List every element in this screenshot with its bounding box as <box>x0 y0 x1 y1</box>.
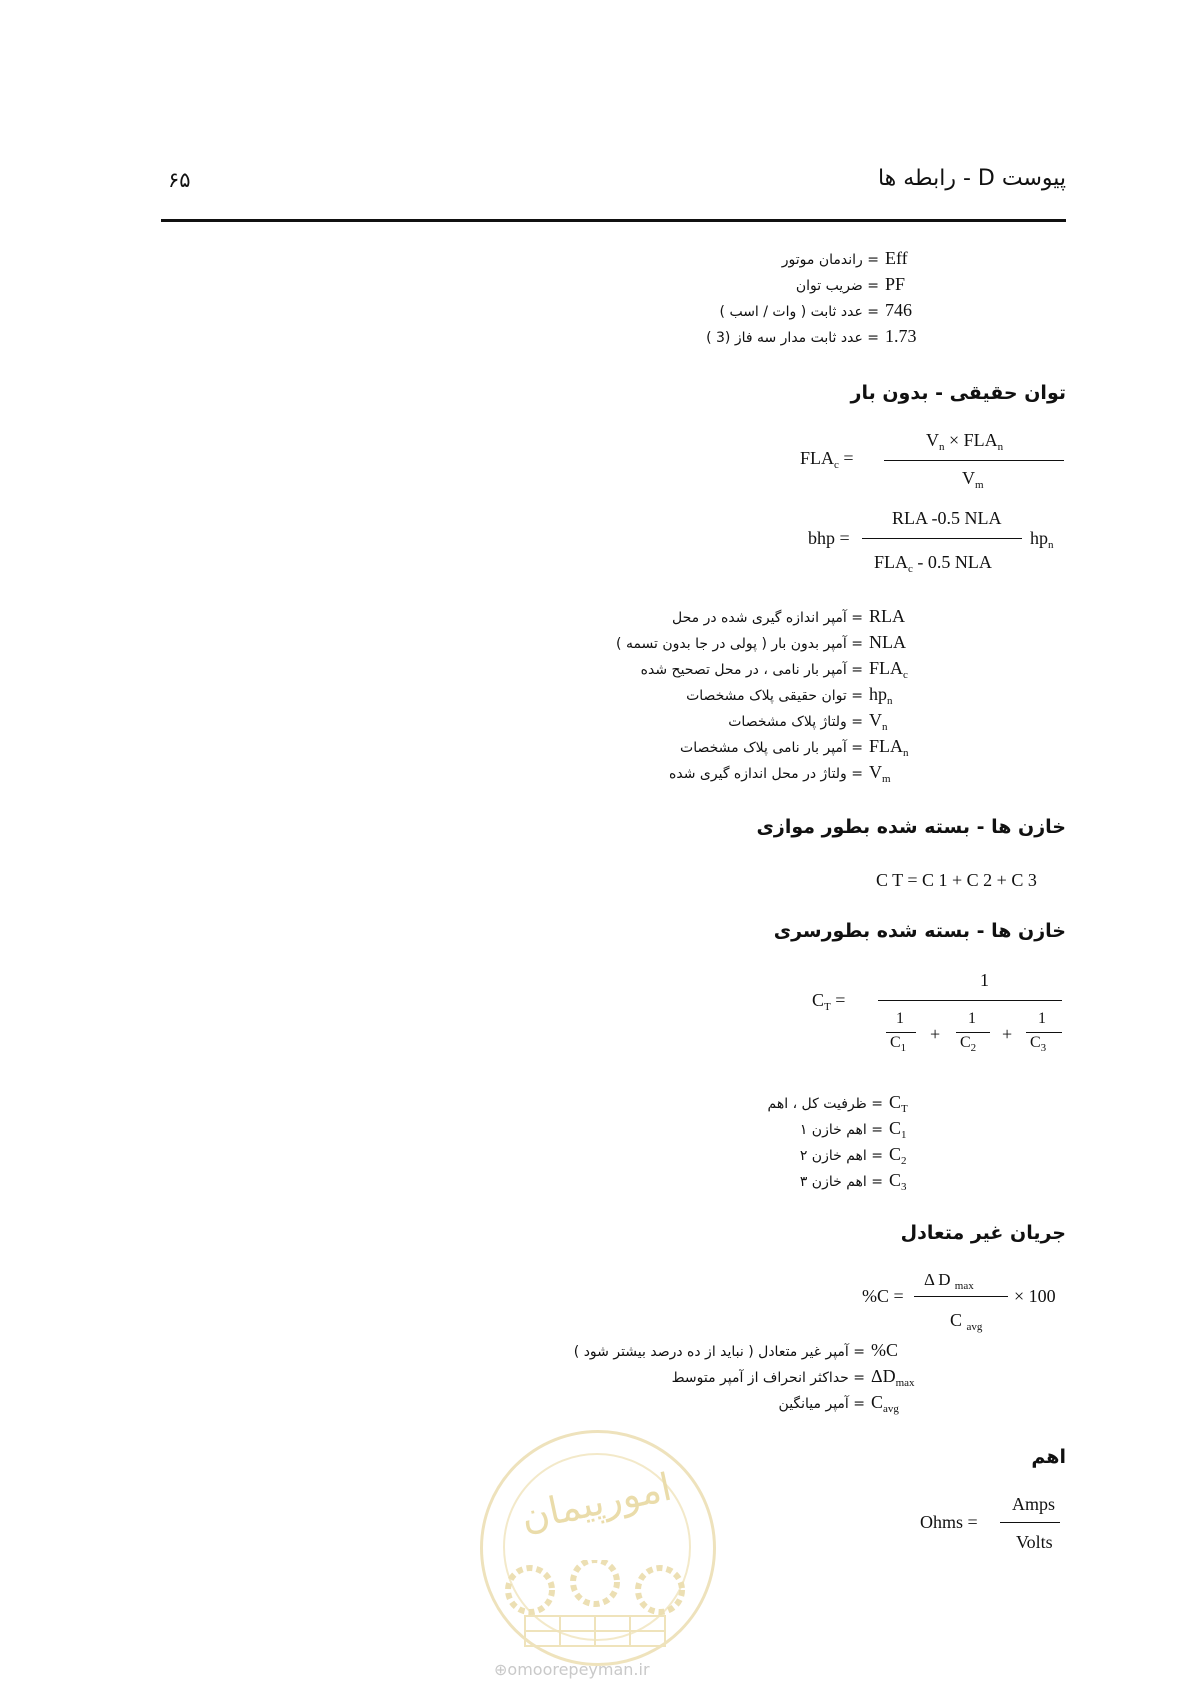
plus-sign: + <box>1002 1024 1013 1044</box>
def-nla <box>616 632 921 655</box>
section-heading-unbalanced: جریان غیر متعادل <box>900 1222 1066 1244</box>
def-hp-n <box>686 684 921 707</box>
def-symbol: $FLA_c$ <box>869 658 908 681</box>
formula-unbalanced-denominator: C $_{avg}$ <box>950 1310 983 1333</box>
def-desc: = اهم خازن ۳ <box>799 1174 883 1190</box>
formula-unbalanced-lhs: %C = <box>862 1286 904 1306</box>
def-desc: = آمپر بار نامی ، در محل تصحیح شده <box>640 662 863 678</box>
formula-fla-c-lhs: $FLA_c$ = <box>800 448 854 471</box>
def-desc: = اهم خازن ۱ <box>799 1122 883 1138</box>
def-173 <box>706 326 921 347</box>
def-desc: = آمپر میانگین <box>778 1396 865 1412</box>
formula-ohm-numerator: Amps <box>1012 1494 1056 1514</box>
def-symbol: $hp_n$ <box>869 684 893 707</box>
def-symbol: %C <box>871 1340 898 1360</box>
section-heading-parallel: خازن ها - بسته شده بطور موازی <box>756 816 1066 838</box>
def-desc: = ضریب توان <box>795 278 879 294</box>
def-v-m <box>669 762 921 785</box>
def-symbol: PF <box>885 274 906 294</box>
def-desc: = ظرفیت کل ، اهم <box>767 1096 883 1112</box>
def-symbol: $FLA_n$ <box>869 736 909 759</box>
def-symbol: $C_T$ <box>889 1092 908 1115</box>
series-term-2-top: 1 <box>968 1010 976 1027</box>
page-title: پیوست D - رابطه ها <box>877 166 1066 191</box>
def-symbol: $C_1$ <box>889 1118 907 1141</box>
fraction-bar <box>884 460 1064 461</box>
def-symbol: 1.73 <box>885 326 917 346</box>
fraction-bar <box>914 1296 1008 1297</box>
def-pf <box>796 274 921 295</box>
def-c-avg <box>779 1392 921 1415</box>
fraction-bar <box>956 1032 990 1033</box>
def-symbol: $V_m$ <box>869 762 891 785</box>
formula-series-lhs: $C_T$ = <box>812 990 846 1013</box>
def-symbol: RLA <box>869 606 905 626</box>
def-c-2 <box>800 1144 921 1167</box>
def-desc: = آمپر بار نامی پلاک مشخصات <box>680 740 863 756</box>
def-symbol: 746 <box>885 300 912 320</box>
watermark-site: ⊕omoorepeyman.ir <box>494 1660 650 1679</box>
def-fla-n <box>680 736 921 759</box>
def-desc: = ولتاژ در محل اندازه گیری شده <box>669 766 863 782</box>
def-desc: = آمپر بدون بار ( پولی در جا بدون تسمه ) <box>616 636 863 652</box>
series-term-3-bottom: $C_3$ <box>1030 1034 1047 1054</box>
def-symbol: Eff <box>885 248 908 268</box>
def-v-n <box>728 710 921 733</box>
def-desc: = آمپر غیر متعادل ( نباید از ده درصد بیشتر شود ) <box>573 1344 865 1360</box>
plus-sign: + <box>930 1024 941 1044</box>
def-fla-c <box>641 658 921 681</box>
fraction-bar <box>862 538 1022 539</box>
fraction-bar <box>1026 1032 1062 1033</box>
series-term-3-top: 1 <box>1038 1010 1046 1027</box>
def-desc: = آمپر اندازه گیری شده در محل <box>671 610 863 626</box>
formula-unbalanced-numerator: Δ D $_{max}$ <box>924 1270 974 1292</box>
watermark-gears-icon <box>500 1560 690 1650</box>
series-term-1-bottom: $C_1$ <box>890 1034 907 1054</box>
fraction-bar <box>1000 1522 1060 1523</box>
def-eff <box>782 248 921 269</box>
def-symbol: $\Delta D_{max}$ <box>871 1366 915 1389</box>
def-percent-c <box>574 1340 921 1363</box>
def-desc: = حداکثر انحراف از آمپر متوسط <box>671 1370 865 1386</box>
formula-unbalanced-rhs: × 100 <box>1014 1286 1056 1306</box>
def-desc: = عدد ثابت مدار سه فاز (3 ) <box>706 330 879 346</box>
def-symbol: NLA <box>869 632 906 652</box>
def-symbol: $C_{avg}$ <box>871 1392 899 1415</box>
series-term-1-top: 1 <box>896 1010 904 1027</box>
formula-bhp-rhs: $hp_n$ <box>1030 528 1054 551</box>
formula-parallel: C T = C 1 + C 2 + C 3 <box>876 870 1037 890</box>
header-rule <box>161 219 1066 222</box>
globe-icon: ⊕ <box>494 1660 508 1679</box>
series-term-2-bottom: $C_2$ <box>960 1034 977 1054</box>
def-desc: = اهم خازن ۲ <box>799 1148 883 1164</box>
def-c-1 <box>800 1118 921 1141</box>
def-delta-d-max <box>672 1366 921 1389</box>
def-desc: = توان حقیقی پلاک مشخصات <box>686 688 863 704</box>
formula-fla-c-numerator: $V_n \times FLA_n$ <box>926 430 1004 453</box>
def-rla <box>672 606 921 629</box>
formula-ohm-lhs: Ohms = <box>920 1512 978 1532</box>
page-number: ۶۵ <box>168 168 191 192</box>
section-heading-series: خازن ها - بسته شده بطورسری <box>773 920 1066 942</box>
formula-series-numerator: 1 <box>980 970 989 990</box>
def-c-3 <box>800 1170 921 1193</box>
section-heading-real-power: توان حقیقی - بدون بار <box>850 382 1066 404</box>
formula-bhp-numerator: RLA -0.5 NLA <box>892 508 1002 528</box>
fraction-bar <box>878 1000 1062 1001</box>
formula-bhp-lhs: bhp = <box>808 528 850 548</box>
def-c-t <box>768 1092 921 1115</box>
formula-ohm-denominator: Volts <box>1016 1532 1053 1552</box>
def-symbol: $V_n$ <box>869 710 888 733</box>
section-heading-ohm: اهم <box>1031 1446 1066 1468</box>
def-746 <box>720 300 921 321</box>
watermark-logo-text: امورپیمان <box>517 1464 676 1540</box>
def-desc: = راندمان موتور <box>781 252 879 268</box>
fraction-bar <box>886 1032 916 1033</box>
def-desc: = عدد ثابت ( وات / اسب ) <box>719 304 879 320</box>
formula-bhp-denominator: $FLA_c - 0.5$ NLA <box>874 552 992 575</box>
formula-fla-c-denominator: $V_m$ <box>962 468 984 491</box>
def-symbol: $C_3$ <box>889 1170 907 1193</box>
def-desc: = ولتاژ پلاک مشخصات <box>728 714 863 730</box>
def-symbol: $C_2$ <box>889 1144 907 1167</box>
